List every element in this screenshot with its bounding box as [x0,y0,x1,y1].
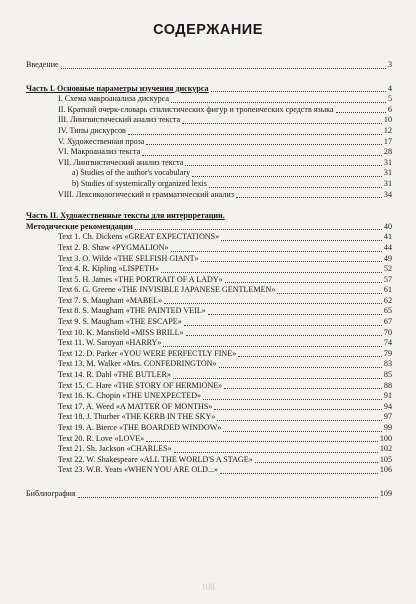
toc-page: 40 [383,221,392,231]
toc-label: Text 6. G. Greene «THE INVISIBLE JAPANESE GENTLEMEN» [58,285,276,295]
toc-label: Text 8. S. Maugham «THE PAINTED VEIL» [58,306,206,316]
toc-label: Text 17. A. Weed «A MATTER OF MONTHS» [58,401,213,411]
toc-label: Text 9. S. Maugham «THE ESCAPE» [58,317,182,327]
leader-dots [128,134,382,135]
leader-dots [185,165,382,166]
toc-item[interactable] [26,285,392,296]
toc-page: 28 [383,147,392,157]
toc-item[interactable] [26,359,392,370]
toc-bibliography[interactable] [26,489,392,500]
table-of-contents [26,60,392,500]
toc-label: Text 10. K. Mansfield «MISS BRILL» [58,327,184,337]
toc-item[interactable] [26,190,392,201]
leader-dots [208,314,382,315]
toc-label: Text 18. J. Thurber «THE KERB IN THE SKY» [58,412,216,422]
leader-dots [225,282,382,283]
toc-item[interactable] [26,338,392,349]
toc-page: 94 [383,401,392,411]
leader-dots [171,251,382,252]
leader-dots [78,497,378,498]
toc-page: 5 [387,94,392,104]
toc-method[interactable] [26,222,392,233]
toc-item[interactable] [26,434,392,445]
toc-label: I. Схема макроанализа дискурса [58,94,169,104]
toc-label: Text 7. S. Maugham «MABEL» [58,295,163,305]
toc-page: 105 [379,454,392,464]
toc-label: Часть I. Основные параметры изучения дискурса [26,83,209,93]
leader-dots [203,399,382,400]
leader-dots [171,102,386,103]
toc-page: 65 [383,306,392,316]
leader-dots [221,240,382,241]
toc-page: 34 [383,189,392,199]
toc-item[interactable] [26,275,392,286]
toc-page: 102 [379,444,392,454]
leader-dots [219,367,382,368]
toc-item[interactable] [26,168,392,179]
toc-item[interactable] [26,423,392,434]
toc-label: Text 4. R. Kipling «LISPETH» [58,264,160,274]
toc-item[interactable] [26,254,392,265]
toc-page: 97 [383,412,392,422]
toc-label: Text 21. Sh. Jackson «CHARLES» [58,444,172,454]
toc-item[interactable] [26,126,392,137]
toc-label: Text 15. C. Hare «THE STORY OF HERMIONE» [58,380,223,390]
toc-label: V. Художественная проза [58,136,145,146]
leader-dots [135,229,382,230]
toc-label: Text 11. W. Saroyan «HARRY» [58,338,162,348]
toc-label: Text 16. K. Chopin «THE UNEXPECTED» [58,391,202,401]
toc-label: Text 23. W.B. Yeats «WHEN YOU ARE OLD...» [58,465,219,475]
toc-label: Text 1. Ch. Dickens «GREAT EXPECTATIONS» [58,232,220,242]
toc-item[interactable] [26,402,392,413]
toc-page: 70 [383,327,392,337]
leader-dots [146,144,381,145]
leader-dots [173,378,382,379]
toc-page: 31 [383,168,392,178]
toc-item[interactable] [26,158,392,169]
toc-page: 44 [383,242,392,252]
toc-page: 62 [383,295,392,305]
toc-item[interactable] [26,306,392,317]
toc-item[interactable] [26,94,392,105]
toc-page: 61 [383,285,392,295]
leader-dots [192,176,382,177]
leader-dots [224,388,382,389]
toc-item[interactable] [26,105,392,116]
toc-page: 3 [387,60,392,69]
leader-dots [214,409,381,410]
toc-label: VI. Макроанализ текста [58,147,141,157]
toc-page: 52 [383,264,392,274]
leader-dots [209,187,382,188]
leader-dots [163,346,381,347]
toc-label: Text 3. O. Wilde «THE SELFISH GIANT» [58,253,199,263]
part1-list [26,94,392,200]
toc-page: 106 [379,465,392,475]
toc-page: 79 [383,348,392,358]
leader-dots [238,356,382,357]
leader-dots [161,272,382,273]
toc-item[interactable] [26,264,392,275]
toc-label: Text 14. R. Dahl «THE BUTLER» [58,370,171,380]
toc-page: 12 [383,125,392,135]
texts-list [26,232,392,476]
toc-item[interactable] [26,296,392,307]
toc-page: 31 [383,178,392,188]
leader-dots [277,293,381,294]
toc-page: 99 [383,423,392,432]
leader-dots [223,431,382,432]
leader-dots [236,197,382,198]
leader-dots [186,335,382,336]
leader-dots [336,112,386,113]
toc-page: 6 [387,104,392,114]
toc-intro[interactable] [26,60,392,71]
leader-dots [174,452,378,453]
toc-page: 91 [383,391,392,401]
toc-item[interactable] [26,444,392,455]
toc-label: III. Лингвистический анализ текста [58,115,181,125]
toc-item[interactable] [26,115,392,126]
toc-label: b) Studies of systemically organized lexis [72,178,207,188]
toc-page: 85 [383,370,392,380]
toc-page: 83 [383,359,392,369]
toc-item[interactable] [26,137,392,148]
toc-label: Text 5. H. James «THE PORTRAIT OF A LADY» [58,274,223,284]
toc-label: Введение [26,60,59,69]
toc-page: 88 [383,380,392,390]
toc-label: a) Studies of the author's vocabulary [72,168,191,178]
toc-label: Часть II. Художественные тексты для интерпретации. [26,211,225,221]
toc-item[interactable] [26,317,392,328]
leader-dots [255,462,378,463]
toc-page: 57 [383,274,392,284]
toc-item[interactable] [26,455,392,466]
leader-dots [217,420,382,421]
toc-item[interactable] [26,370,392,381]
toc-label: Text 22. W. Shakespeare «ALL THE WORLD'S A STAGE» [58,454,253,464]
toc-item[interactable] [26,147,392,158]
toc-item[interactable] [26,349,392,360]
toc-item[interactable] [26,465,392,476]
toc-label: II. Краткий очерк-словарь стилистических фигур и тропеических средств языка [58,104,334,114]
toc-page: 67 [383,317,392,327]
toc-label: Text 20. R. Love «LOVE» [58,433,145,443]
toc-page: 31 [383,157,392,167]
toc-label: Библиография [26,488,76,498]
toc-label: Text 2. B. Shaw «PYGMALION» [58,242,169,252]
toc-item[interactable] [26,328,392,339]
page-number: 108 [201,582,215,592]
leader-dots [201,261,382,262]
toc-label: Методические рекомендации [26,221,133,231]
leader-dots [184,325,382,326]
toc-page: 109 [379,488,392,498]
leader-dots [146,441,378,442]
toc-page: 74 [383,338,392,348]
toc-item[interactable] [26,243,392,254]
toc-item[interactable] [26,381,392,392]
toc-item[interactable] [26,412,392,423]
leader-dots [61,68,386,69]
toc-page: 100 [379,433,392,443]
toc-part2[interactable] [26,211,392,222]
toc-page: 4 [387,83,392,93]
leader-dots [220,473,378,474]
leader-dots [142,155,382,156]
toc-item[interactable] [26,179,392,190]
toc-page: 49 [383,253,392,263]
toc-page: 10 [383,115,392,125]
toc-label: Text 19. A. Bierce «THE BOARDED WINDOW» [58,423,222,432]
leader-dots [211,91,386,92]
toc-label: Text 12. D. Parker «YOU WERE PERFECTLY FINE» [58,348,237,358]
toc-label: VIII. Лексикологический и грамматический анализ [58,189,234,199]
toc-label: IV. Типы дискурсов [58,125,126,135]
toc-item[interactable] [26,391,392,402]
toc-page: 41 [383,232,392,242]
page-title: СОДЕРЖАНИЕ [153,22,263,38]
toc-part1[interactable] [26,84,392,95]
toc-label: VII. Лингвистический анализ текста [58,157,184,167]
leader-dots [182,123,382,124]
toc-page: 17 [383,136,392,146]
toc-label: Text 13. M. Walker «Mrs. CONFEDRINGTON» [58,359,217,369]
toc-item[interactable] [26,232,392,243]
leader-dots [164,303,382,304]
